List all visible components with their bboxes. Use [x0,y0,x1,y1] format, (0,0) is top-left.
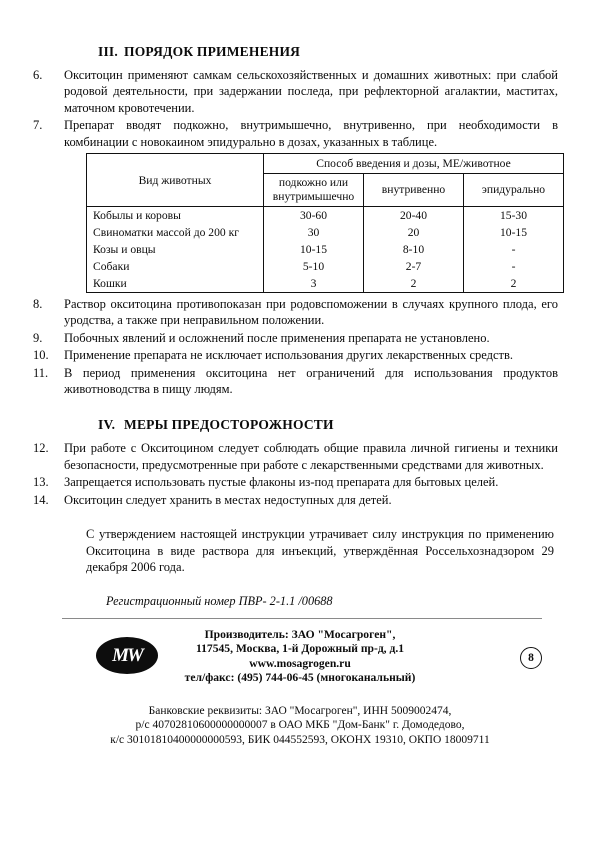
cell-animal: Свиноматки массой до 200 кг [87,224,264,241]
list-item-text: Окситоцин применяют самкам сельскохозяйственных и домашних животных: при слабой родовой деятельности, при задержании последа, при рефлекторной агалактии, маститах, маточном кровотечении. [64,68,558,115]
list-item-number: 7. [33,118,43,133]
cell-sc: 10-15 [264,241,364,258]
list-item-number: 6. [33,68,43,82]
page-number-badge: 8 [520,647,542,669]
cell-ep: - [464,258,564,275]
footer-main [0,628,600,690]
numbered-list-part1 [30,67,560,150]
list-item-number: 10. [33,348,49,363]
section-numeral-iv: IV. [98,417,116,433]
header-epidural: эпидурально [464,174,564,207]
list-item [30,365,560,398]
list-item-text: Раствор окситоцина противопоказан при родовспоможении в случаях крупного плода, его уродства, а также при неправильном положении. [64,297,558,328]
page-footer [0,628,600,747]
cell-sc: 30 [264,224,364,241]
company-logo [96,637,158,674]
producer-line-phone: тел/факс: (495) 744-06-45 (многоканальный) [184,671,416,685]
list-item-text: При работе с Окситоцином следует соблюдать общие правила личной гигиены и техники безопасности, предусмотренные при работе с лекарственными средствами для животных. [64,441,558,472]
bank-line-account: р/с 40702810600000000007 в ОАО МКБ "Дом-Банк" г. Домодедово, [135,719,465,732]
list-item-text: В период применения окситоцина нет ограничений для использования продуктов животноводства в пищу людям. [64,365,558,397]
producer-line-name: Производитель: ЗАО "Мосагроген", [204,628,396,641]
table-row [87,275,564,293]
table-row [87,224,564,241]
cell-animal: Козы и овцы [87,241,264,258]
cell-sc: 5-10 [264,258,364,275]
bank-line-corr-account: к/с 30101810400000000593, БИК 044552593, ОКОНХ 19310, ОКПО 18009711 [110,733,490,746]
table-header-row-group [87,154,564,174]
producer-details [0,628,600,686]
cell-animal: Собаки [87,258,264,275]
list-item [30,330,560,346]
bank-line-name: Банковские реквизиты: ЗАО "Мосагроген", ИНН 5009002474, [148,705,452,717]
cell-ep: 15-30 [464,207,564,225]
list-item-text: Окситоцин следует хранить в местах недоступных для детей. [64,492,392,507]
header-animal-type: Вид животных [87,154,264,207]
closing-paragraph: С утверждением настоящей инструкции утрачивает силу инструкция по применению Окситоцина в виде раствора для инъекций, утверждённая Россельхознадзором 29 декабря 2006 года. [86,527,554,575]
list-item-number: 8. [33,297,43,312]
section-heading-iii [30,44,560,60]
cell-ep: 10-15 [464,224,564,241]
list-item [30,347,560,363]
list-item [30,492,560,508]
registration-number: Регистрационный номер ПВР- 2-1.1 /00688 [106,593,333,608]
list-item-number: 12. [33,441,49,456]
cell-sc: 30-60 [264,207,364,225]
list-item [30,440,560,473]
section-title-iv: МЕРЫ ПРЕДОСТОРОЖНОСТИ [124,417,334,433]
cell-iv: 20-40 [364,207,464,225]
footer-divider [62,618,542,619]
dosage-table-container [30,151,560,296]
logo-monogram: MW [112,644,142,666]
cell-iv: 2-7 [364,258,464,275]
list-item-text: Побочных явлений и осложнений после применения препарата не установлено. [64,330,490,345]
list-item-number: 11. [33,365,49,380]
table-row [87,241,564,258]
cell-sc: 3 [264,275,364,293]
cell-ep: - [464,241,564,258]
list-item-number: 13. [33,475,49,490]
list-item-text: Применение препарата не исключает использования других лекарственных средств. [64,348,514,363]
section-title-iii: ПОРЯДОК ПРИМЕНЕНИЯ [124,44,301,59]
producer-line-website[interactable]: www.mosagrogen.ru [249,656,351,670]
list-item [30,67,560,116]
numbered-list-part2 [30,296,560,397]
list-item [30,296,560,329]
header-route-and-dose: Способ введения и дозы, МЕ/животное [264,154,564,174]
list-item [30,117,560,150]
header-subcutaneous: подкожно или внутримышечно [264,174,364,207]
table-row [87,258,564,275]
logo-ellipse-icon [96,637,158,674]
cell-iv: 2 [364,275,464,293]
cell-animal: Кобылы и коровы [87,207,264,225]
numbered-list-part3 [30,440,560,508]
section-numeral-iii: III. [98,44,118,59]
cell-ep: 2 [464,275,564,293]
table-row [87,207,564,225]
list-item-number: 14. [33,492,49,507]
list-item-text: Препарат вводят подкожно, внутримышечно, внутривенно, при необходимости в комбинации с новокаином эпидурально в дозах, указанных в таблице. [64,118,558,149]
dosage-table-body [87,207,564,293]
bank-details [0,704,600,747]
cell-iv: 8-10 [364,241,464,258]
producer-line-address: 117545, Москва, 1-й Дорожный пр-д, д.1 [195,642,405,656]
list-item-number: 9. [33,330,43,345]
cell-iv: 20 [364,224,464,241]
cell-animal: Кошки [87,275,264,293]
dosage-table [86,153,564,293]
section-heading-iv [30,417,560,433]
list-item [30,474,560,490]
dosage-table-head [87,154,564,207]
list-item-text: Запрещается использовать пустые флаконы из-под препарата для бытовых целей. [64,475,499,490]
header-intravenous: внутривенно [364,174,464,207]
